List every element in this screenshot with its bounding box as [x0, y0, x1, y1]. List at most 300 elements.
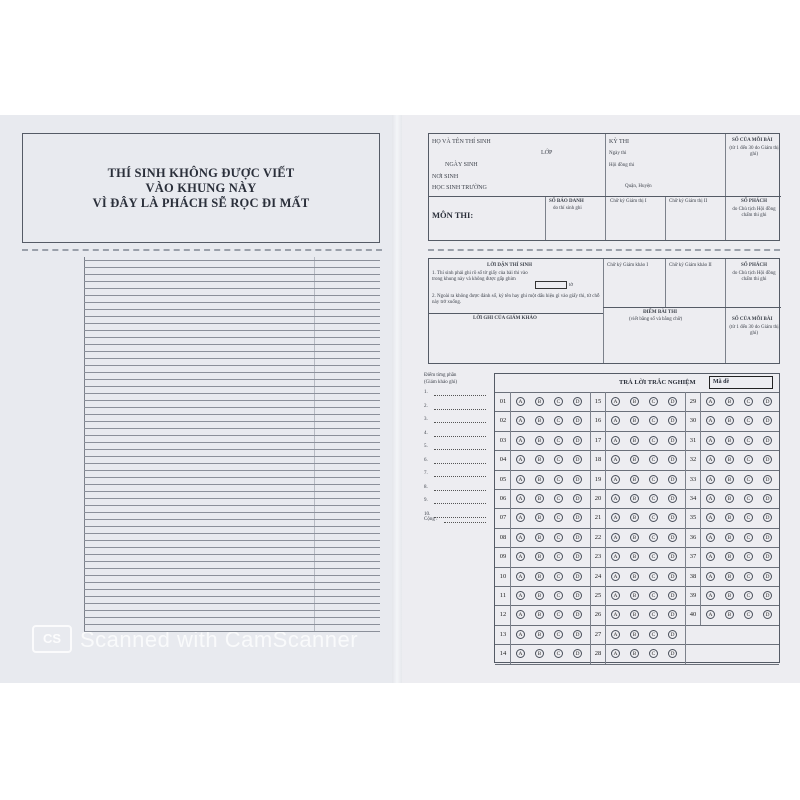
question-number: 06 [499, 495, 507, 502]
score-item-line[interactable] [434, 490, 486, 491]
score-item-label: 3. [424, 417, 428, 422]
question-number: 10 [499, 572, 507, 580]
question-number: 36 [689, 533, 697, 541]
answer-bubble-b[interactable]: B [535, 610, 544, 619]
question-number: 12 [499, 611, 507, 619]
writing-line [84, 274, 380, 275]
writing-line [84, 470, 380, 471]
writing-line [84, 407, 380, 408]
answer-bubble-b[interactable]: B [535, 494, 544, 503]
answer-bubble-a[interactable]: A [611, 397, 620, 406]
answer-bubble-b[interactable]: B [535, 533, 544, 542]
answer-bubble-c[interactable]: C [744, 416, 753, 425]
question-number: 17 [594, 436, 602, 444]
answer-bubble-b[interactable]: B [725, 533, 734, 542]
scores-title: Điểm từng phần [424, 373, 457, 378]
answer-bubble-c[interactable]: C [744, 572, 753, 581]
answer-bubble-c[interactable]: C [649, 552, 658, 561]
label-so-moi-bai-2: SỐ CỦA MỖI BÀI [732, 317, 773, 322]
answer-bubble-a[interactable]: A [611, 475, 620, 484]
question-number: 20 [594, 495, 602, 502]
writing-line [84, 505, 380, 506]
answer-bubble-a[interactable]: A [706, 436, 715, 445]
answer-bubble-a[interactable]: A [516, 572, 525, 581]
answer-bubble-c[interactable]: C [744, 610, 753, 619]
writing-line [84, 337, 380, 338]
answer-bubble-c[interactable]: C [744, 436, 753, 445]
answer-bubble-d[interactable]: D [573, 552, 582, 561]
answer-bubble-c[interactable]: C [744, 533, 753, 542]
question-number: 32 [689, 456, 697, 464]
answer-bubble-d[interactable]: D [668, 475, 677, 484]
answer-bubble-a[interactable]: A [706, 494, 715, 503]
label-ky-thi: KỲ THI [609, 139, 630, 145]
question-number: 35 [689, 514, 697, 522]
answer-bubble-b[interactable]: B [535, 416, 544, 425]
question-number: 02 [499, 417, 507, 425]
answer-bubble-c[interactable]: C [649, 416, 658, 425]
writing-line [84, 302, 380, 303]
answer-bubble-d[interactable]: D [573, 475, 582, 484]
question-number: 05 [499, 475, 507, 483]
answer-bubble-a[interactable]: A [611, 572, 620, 581]
answer-bubble-c[interactable]: C [649, 649, 658, 658]
answer-bubble-b[interactable]: B [630, 513, 639, 522]
answer-bubble-b[interactable]: B [630, 475, 639, 484]
writing-line [84, 589, 380, 590]
answer-bubble-b[interactable]: B [725, 397, 734, 406]
question-number: 14 [499, 650, 507, 658]
score-item-line[interactable] [434, 449, 486, 450]
label-giam-khao-1: Chữ ký Giám khảo I [607, 263, 649, 268]
answer-bubble-d[interactable]: D [668, 649, 677, 658]
answer-bubble-d[interactable]: D [668, 455, 677, 464]
writing-line [84, 519, 380, 520]
answer-bubble-a[interactable]: A [516, 552, 525, 561]
answer-bubble-a[interactable]: A [611, 513, 620, 522]
answer-bubble-d[interactable]: D [763, 436, 772, 445]
answer-bubble-d[interactable]: D [763, 572, 772, 581]
camscanner-watermark: Scanned with CamScanner [80, 627, 359, 652]
answer-bubble-b[interactable]: B [535, 513, 544, 522]
answer-bubble-b[interactable]: B [725, 436, 734, 445]
answer-bubble-b[interactable]: B [535, 591, 544, 600]
question-number: 38 [689, 572, 697, 580]
answer-title: TRẢ LỜI TRẮC NGHIỆM [619, 379, 696, 386]
answer-bubble-a[interactable]: A [516, 533, 525, 542]
score-item-label: 5. [424, 444, 428, 449]
answer-bubble-a[interactable]: A [706, 455, 715, 464]
answer-bubble-d[interactable]: D [668, 533, 677, 542]
answer-grid [494, 373, 780, 663]
writing-line [84, 582, 380, 583]
answer-bubble-c[interactable]: C [649, 436, 658, 445]
score-item-label: 9. [424, 498, 428, 503]
answer-bubble-a[interactable]: A [516, 397, 525, 406]
writing-line [84, 547, 380, 548]
label-giam-thi-2: Chữ ký Giám thị II [669, 199, 708, 204]
answer-bubble-a[interactable]: A [516, 455, 525, 464]
score-item-label: 7. [424, 471, 428, 476]
answer-bubble-c[interactable]: C [554, 552, 563, 561]
label-phach-note-2: do Chủ tịch Hội đồng chấm thi ghi [732, 271, 776, 282]
question-number: 29 [689, 398, 697, 405]
score-item-label: 4. [424, 430, 428, 436]
answer-bubble-d[interactable]: D [763, 455, 772, 464]
answer-bubble-d[interactable]: D [668, 416, 677, 425]
label-to: tờ [569, 283, 574, 288]
writing-line [84, 463, 380, 464]
answer-bubble-a[interactable]: A [516, 436, 525, 445]
answer-bubble-c[interactable]: C [649, 494, 658, 503]
writing-line [84, 379, 380, 380]
answer-bubble-c[interactable]: C [744, 591, 753, 600]
answer-bubble-c[interactable]: C [744, 455, 753, 464]
answer-bubble-a[interactable]: A [706, 397, 715, 406]
writing-line [84, 365, 380, 366]
answer-bubble-d[interactable]: D [573, 416, 582, 425]
answer-bubble-a[interactable]: A [706, 610, 715, 619]
warning-line-1: THÍ SINH KHÔNG ĐƯỢC VIẾT [107, 166, 295, 180]
question-number: 19 [594, 475, 602, 483]
writing-line [84, 561, 380, 562]
answer-bubble-c[interactable]: C [554, 533, 563, 542]
header-box [428, 133, 780, 241]
answer-bubble-c[interactable]: C [554, 416, 563, 425]
label-so-note-2: (từ 1 đến 30 do Giám thị ghi) [729, 325, 779, 336]
question-number: 07 [499, 514, 507, 522]
answer-bubble-d[interactable]: D [573, 436, 582, 445]
writing-line [84, 456, 380, 457]
writing-line [84, 596, 380, 597]
answer-bubble-a[interactable]: A [516, 475, 525, 484]
question-number: 01 [499, 398, 507, 405]
scores-subtitle: (Giám khảo ghi) [424, 380, 458, 385]
exam-paper [0, 115, 800, 683]
score-item-line[interactable] [434, 409, 486, 410]
writing-line [84, 288, 380, 289]
writing-line [84, 386, 380, 387]
answer-bubble-b[interactable]: B [535, 552, 544, 561]
answer-bubble-a[interactable]: A [706, 591, 715, 600]
warning-box [22, 133, 380, 243]
answer-bubble-c[interactable]: C [554, 397, 563, 406]
answer-bubble-c[interactable]: C [649, 610, 658, 619]
answer-bubble-b[interactable]: B [630, 455, 639, 464]
answer-bubble-a[interactable]: A [516, 610, 525, 619]
label-so-phach-2: SỐ PHÁCH [741, 263, 767, 268]
answer-bubble-d[interactable]: D [668, 397, 677, 406]
writing-line [84, 449, 380, 450]
label-phach-note: do Chủ tịch Hội đồng chấm thi ghi [732, 207, 776, 218]
answer-bubble-b[interactable]: B [630, 397, 639, 406]
answer-bubble-d[interactable]: D [668, 494, 677, 503]
answer-bubble-d[interactable]: D [763, 494, 772, 503]
answer-bubble-c[interactable]: C [554, 572, 563, 581]
answer-bubble-d[interactable]: D [573, 649, 582, 658]
answer-bubble-b[interactable]: B [630, 494, 639, 503]
question-number: 15 [594, 398, 602, 405]
answer-bubble-b[interactable]: B [535, 436, 544, 445]
answer-bubble-c[interactable]: C [554, 591, 563, 600]
answer-bubble-a[interactable]: A [611, 436, 620, 445]
score-item-line[interactable] [434, 436, 486, 437]
answer-bubble-d[interactable]: D [763, 552, 772, 561]
question-number: 04 [499, 456, 507, 464]
answer-bubble-c[interactable]: C [649, 591, 658, 600]
answer-bubble-b[interactable]: B [630, 649, 639, 658]
writing-line [84, 442, 380, 443]
writing-line [84, 393, 380, 394]
answer-bubble-d[interactable]: D [573, 630, 582, 639]
writing-line [84, 617, 380, 618]
score-item-line[interactable] [434, 463, 486, 464]
question-number: 09 [499, 553, 507, 561]
writing-line [84, 372, 380, 373]
question-number: 18 [594, 456, 602, 464]
writing-line [84, 281, 380, 282]
answer-bubble-b[interactable]: B [725, 416, 734, 425]
answer-bubble-c[interactable]: C [649, 630, 658, 639]
answer-bubble-a[interactable]: A [706, 552, 715, 561]
page-fold [392, 115, 402, 683]
answer-bubble-c[interactable]: C [744, 475, 753, 484]
answer-bubble-d[interactable]: D [763, 416, 772, 425]
instruction-2: 2. Ngoài ra không được đánh số, ký tên hay ghi một dấu hiệu gì vào giấy thi, từ chỗ này trở xuống. [432, 294, 600, 305]
answer-bubble-c[interactable]: C [554, 475, 563, 484]
answer-bubble-b[interactable]: B [725, 552, 734, 561]
answer-bubble-a[interactable]: A [516, 591, 525, 600]
writing-line [84, 260, 380, 261]
writing-line [84, 435, 380, 436]
question-number: 37 [689, 553, 697, 561]
question-number: 33 [689, 475, 697, 483]
score-item-label: 6. [424, 457, 428, 463]
answer-bubble-c[interactable]: C [554, 513, 563, 522]
answer-bubble-b[interactable]: B [725, 610, 734, 619]
writing-line [84, 484, 380, 485]
label-loi-dan: LỜI DẶN THÍ SINH [487, 263, 533, 268]
answer-bubble-d[interactable]: D [763, 397, 772, 406]
answer-bubble-c[interactable]: C [554, 630, 563, 639]
answer-bubble-c[interactable]: C [649, 475, 658, 484]
answer-bubble-b[interactable]: B [725, 494, 734, 503]
answer-bubble-a[interactable]: A [611, 533, 620, 542]
answer-bubble-b[interactable]: B [725, 475, 734, 484]
answer-bubble-d[interactable]: D [573, 533, 582, 542]
score-item-line[interactable] [434, 476, 486, 477]
cut-line-left [22, 249, 382, 251]
answer-bubble-b[interactable]: B [535, 572, 544, 581]
answer-bubble-c[interactable]: C [744, 552, 753, 561]
writing-line [84, 575, 380, 576]
answer-bubble-b[interactable]: B [630, 552, 639, 561]
answer-bubble-b[interactable]: B [725, 591, 734, 600]
writing-line [84, 351, 380, 352]
question-number: 34 [689, 495, 697, 502]
label-noi-sinh: NƠI SINH [432, 174, 459, 180]
answer-bubble-a[interactable]: A [706, 572, 715, 581]
question-number: 13 [499, 630, 507, 638]
answer-bubble-b[interactable]: B [725, 455, 734, 464]
writing-line [84, 267, 380, 268]
question-number: 25 [594, 592, 602, 599]
answer-bubble-a[interactable]: A [516, 649, 525, 658]
answer-bubble-a[interactable]: A [611, 455, 620, 464]
label-giam-thi-1: Chữ ký Giám thị I [610, 199, 647, 204]
answer-bubble-d[interactable]: D [573, 455, 582, 464]
answer-bubble-b[interactable]: B [535, 630, 544, 639]
answer-bubble-d[interactable]: D [763, 591, 772, 600]
answer-bubble-c[interactable]: C [554, 455, 563, 464]
answer-bubble-d[interactable]: D [668, 610, 677, 619]
scores-total: Cộng : [424, 517, 438, 522]
answer-bubble-d[interactable]: D [668, 572, 677, 581]
answer-bubble-d[interactable]: D [668, 552, 677, 561]
ma-de-box [709, 376, 773, 389]
answer-bubble-d[interactable]: D [668, 513, 677, 522]
answer-bubble-b[interactable]: B [535, 649, 544, 658]
score-item-line[interactable] [434, 517, 486, 518]
writing-line [84, 554, 380, 555]
answer-bubble-a[interactable]: A [516, 416, 525, 425]
answer-bubble-d[interactable]: D [573, 494, 582, 503]
writing-line [84, 512, 380, 513]
answer-bubble-c[interactable]: C [554, 494, 563, 503]
question-number: 23 [594, 553, 602, 561]
question-number: 40 [689, 611, 697, 619]
answer-bubble-a[interactable]: A [706, 416, 715, 425]
answer-bubble-a[interactable]: A [611, 630, 620, 639]
writing-line [84, 526, 380, 527]
answer-bubble-d[interactable]: D [668, 630, 677, 639]
question-number: 16 [594, 417, 602, 425]
answer-bubble-a[interactable]: A [611, 610, 620, 619]
answer-bubble-b[interactable]: B [630, 610, 639, 619]
answer-bubble-d[interactable]: D [573, 591, 582, 600]
writing-line [84, 344, 380, 345]
answer-bubble-b[interactable]: B [535, 397, 544, 406]
answer-bubble-d[interactable]: D [763, 475, 772, 484]
answer-bubble-c[interactable]: C [744, 494, 753, 503]
answer-bubble-d[interactable]: D [573, 572, 582, 581]
label-so-note: (từ 1 đến 30 do Giám thị ghi) [729, 146, 779, 157]
writing-line [84, 421, 380, 422]
answer-bubble-c[interactable]: C [649, 533, 658, 542]
question-number: 24 [594, 572, 602, 580]
question-number: 27 [594, 630, 602, 638]
question-number: 31 [689, 436, 697, 444]
label-ngay-thi: Ngày thi [609, 151, 627, 156]
answer-bubble-a[interactable]: A [611, 591, 620, 600]
answer-bubble-b[interactable]: B [535, 455, 544, 464]
answer-bubble-d[interactable]: D [573, 513, 582, 522]
writing-line [84, 309, 380, 310]
writing-line [84, 491, 380, 492]
answer-bubble-c[interactable]: C [744, 513, 753, 522]
writing-line [84, 498, 380, 499]
score-item-line[interactable] [434, 395, 486, 396]
question-number: 28 [594, 650, 602, 658]
label-giam-khao-2: Chữ ký Giám khảo II [669, 263, 712, 268]
answer-bubble-d[interactable]: D [573, 610, 582, 619]
answer-bubble-c[interactable]: C [554, 610, 563, 619]
answer-bubble-a[interactable]: A [516, 494, 525, 503]
question-number: 30 [689, 417, 697, 425]
answer-bubble-a[interactable]: A [611, 494, 620, 503]
answer-bubble-a[interactable]: A [706, 533, 715, 542]
answer-bubble-c[interactable]: C [744, 397, 753, 406]
camscanner-logo: CS [32, 625, 72, 653]
label-ngay-sinh: NGÀY SINH [445, 162, 478, 168]
answer-bubble-a[interactable]: A [611, 649, 620, 658]
answer-bubble-b[interactable]: B [630, 572, 639, 581]
question-number: 22 [594, 533, 602, 541]
question-number: 21 [594, 514, 602, 522]
answer-bubble-b[interactable]: B [725, 572, 734, 581]
label-loi-ghi: LỜI GHI CỦA GIÁM KHẢO [473, 316, 537, 321]
answer-bubble-c[interactable]: C [554, 649, 563, 658]
writing-line [84, 610, 380, 611]
writing-line [84, 477, 380, 478]
answer-bubble-c[interactable]: C [649, 455, 658, 464]
warning-line-3: VÌ ĐÂY LÀ PHÁCH SẼ RỌC ĐI MẤT [92, 196, 310, 210]
writing-line [84, 400, 380, 401]
answer-bubble-b[interactable]: B [630, 591, 639, 600]
answer-bubble-b[interactable]: B [725, 513, 734, 522]
answer-bubble-a[interactable]: A [516, 513, 525, 522]
answer-bubble-d[interactable]: D [668, 436, 677, 445]
warning-line-2: VÀO KHUNG NÀY [145, 181, 257, 195]
answer-bubble-a[interactable]: A [611, 552, 620, 561]
answer-bubble-b[interactable]: B [630, 436, 639, 445]
answer-bubble-a[interactable]: A [611, 416, 620, 425]
writing-line [84, 295, 380, 296]
answer-bubble-b[interactable]: B [630, 533, 639, 542]
score-item-label: 8. [424, 484, 428, 490]
writing-line [84, 323, 380, 324]
score-item-line[interactable] [434, 503, 486, 504]
answer-bubble-a[interactable]: A [706, 513, 715, 522]
answer-bubble-a[interactable]: A [516, 630, 525, 639]
answer-bubble-d[interactable]: D [573, 397, 582, 406]
answer-bubble-d[interactable]: D [763, 533, 772, 542]
answer-bubble-c[interactable]: C [554, 436, 563, 445]
answer-bubble-c[interactable]: C [649, 397, 658, 406]
writing-line [84, 624, 380, 625]
answer-bubble-b[interactable]: B [630, 630, 639, 639]
answer-bubble-c[interactable]: C [649, 572, 658, 581]
question-number: 08 [499, 533, 507, 541]
label-sbd-note: do thí sinh ghi [553, 206, 582, 211]
writing-line [84, 316, 380, 317]
instructions-box [428, 258, 780, 364]
label-mon-thi: MÔN THI: [432, 210, 474, 220]
score-item-line[interactable] [434, 422, 486, 423]
question-number: 39 [689, 592, 697, 599]
answer-bubble-d[interactable]: D [763, 513, 772, 522]
ma-de-label: Mã đề [713, 379, 730, 385]
answer-bubble-a[interactable]: A [706, 475, 715, 484]
answer-bubble-d[interactable]: D [763, 610, 772, 619]
score-item-label: 1. [424, 390, 428, 395]
label-diem: ĐIỂM BÀI THI [643, 310, 678, 315]
answer-bubble-b[interactable]: B [535, 475, 544, 484]
answer-bubble-b[interactable]: B [630, 416, 639, 425]
answer-bubble-c[interactable]: C [649, 513, 658, 522]
answer-bubble-d[interactable]: D [668, 591, 677, 600]
label-so-phach: SỐ PHÁCH [741, 199, 767, 204]
